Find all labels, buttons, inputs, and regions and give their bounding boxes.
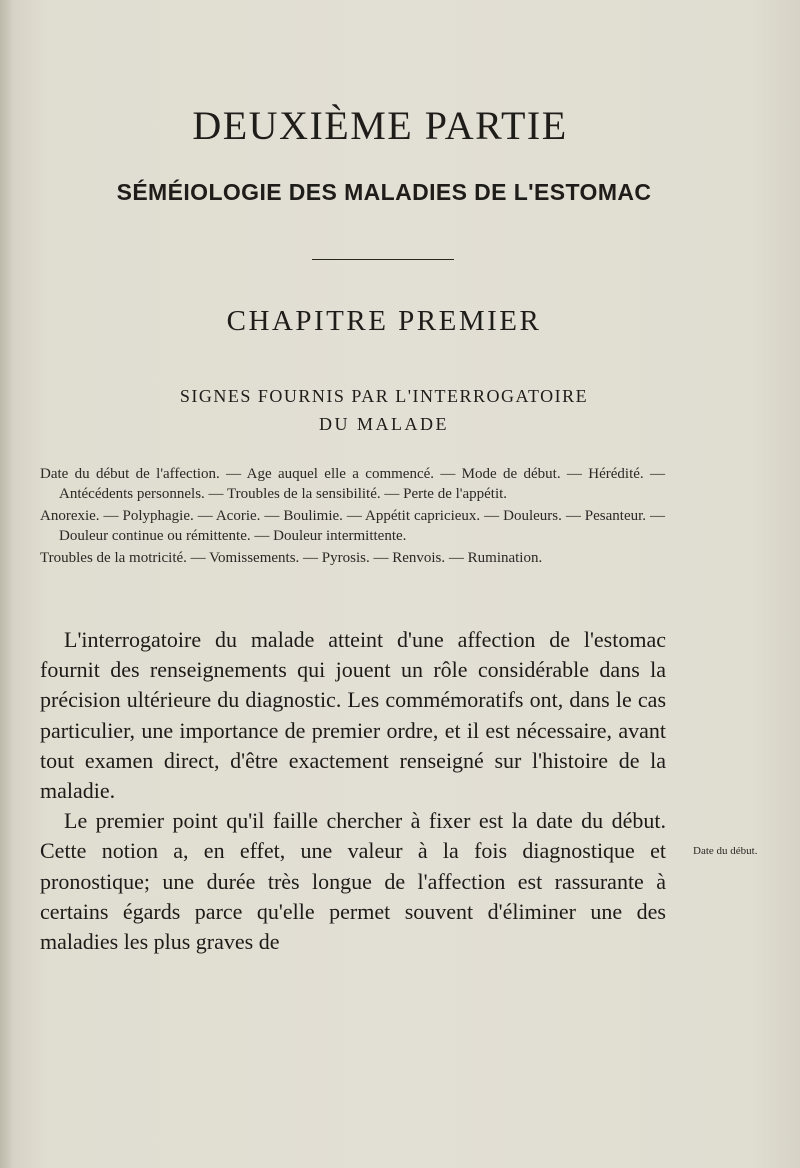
page-gutter-shadow — [0, 0, 14, 1168]
body-paragraph: Le premier point qu'il faille chercher à fixer est la date du début. Cette notion a, en effet, une valeur à la fois diagnostique et pronostique; une durée très longue de l'affection est rassurante à certains égards parce qu'elle permet souvent d'éliminer une des maladies les plus graves de — [40, 808, 666, 955]
chapter-subtitle-line-2: DU MALADE — [319, 414, 449, 434]
summary-item: Troubles de la motricité. — Vomissements. — Pyrosis. — Renvois. — Rumination. — [40, 550, 543, 566]
chapter-summary — [40, 465, 665, 572]
section-title: SÉMÉIOLOGIE DES MALADIES DE L'ESTOMAC — [116, 179, 652, 205]
part-title: DEUXIÈME PARTIE — [192, 103, 568, 148]
divider-rule — [312, 259, 454, 260]
summary-item: Date du début de l'affection. — Age auquel elle a commencé. — Mode de début. — Hérédité. — Antécédents personnels. — Troubles de la sensibilité. — Perte de l'appétit. — [40, 466, 665, 502]
margin-note: Date du début. — [693, 845, 758, 857]
body-paragraph: L'interrogatoire du malade atteint d'une affection de l'estomac fournit des renseignements qui jouent un rôle considérable dans la précision ultérieure du diagnostic. Les commémoratifs ont, dans le cas particulier, une importance de premier ordre, et il est nécessaire, avant tout examen direct, d'être exactement renseigné sur l'histoire de la maladie. — [40, 627, 666, 804]
chapter-title: CHAPITRE PREMIER — [226, 305, 542, 337]
body-text — [40, 625, 666, 957]
chapter-subtitle-line-1: SIGNES FOURNIS PAR L'INTERROGATOIRE — [179, 386, 589, 406]
summary-item: Anorexie. — Polyphagie. — Acorie. — Boulimie. — Appétit capricieux. — Douleurs. — Pesanteur. — Douleur continue ou rémittente. — Douleur intermittente. — [40, 508, 665, 544]
